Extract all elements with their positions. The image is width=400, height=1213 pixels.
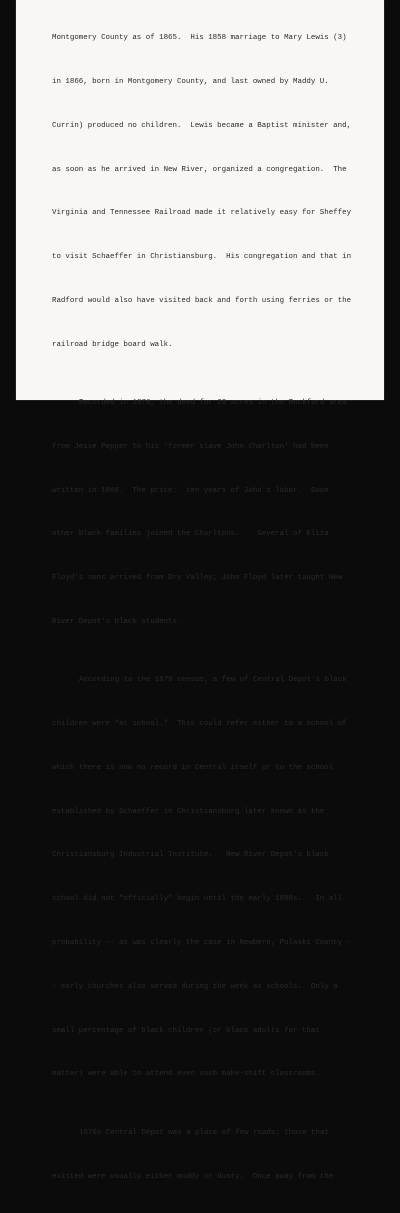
paragraph-first-line: Recorded in 1876, the deed for 20 acres in the Rockford area [79, 399, 347, 408]
text-line: as soon as he arrived in New River, organized a congregation. The [52, 165, 347, 174]
text-line: Floyd's sons arrived from Dry Valley; John Floyd later taught New [52, 574, 343, 583]
text-line: which there is now no record in Central itself or to the school [52, 763, 334, 772]
text-line: in 1866, born in Montgomery County, and last owned by Maddy U. [52, 77, 329, 86]
text-line: to visit Schaeffer in Christiansburg. His congregation and that in [52, 253, 352, 262]
text-line: - early churches also served during the week as schools. Only a [52, 982, 338, 991]
text-line: from Jesse Pepper to his 'former slave John Charlton' had been [52, 442, 329, 451]
document-page [16, 0, 384, 1181]
text-line: school did not "officially" begin until the early 1890s. In all [52, 895, 343, 904]
text-line: Currin) produced no children. Lewis became a Baptist minister and, [52, 121, 352, 130]
text-line: written in 1868. The price: ten years of John's labor. Soon [52, 486, 329, 495]
text-line: Montgomery County as of 1865. His 1858 marriage to Mary Lewis (3) [52, 34, 347, 43]
text-line: River Depot's black students. [52, 617, 182, 626]
text-line: matter) were able to attend even such make-shift classrooms. [52, 1070, 320, 1079]
page-text-block [52, 2, 368, 1213]
paragraph-first-line: According to the 1870 census, a few of Central Depot's black [79, 676, 347, 685]
text-line: Christiansburg Industrial Institute. New River Depot's black [52, 851, 329, 860]
text-line: other black families joined the Charltons. Several of Eliza [52, 530, 329, 539]
text-line: Radford would also have visited back and forth using ferries or the [52, 296, 352, 305]
text-line: small percentage of black children (or black adults for that [52, 1026, 320, 1035]
text-line: probability -- as was clearly the case in Newbern, Pulaski County - [52, 939, 352, 947]
text-line: children were "at school." This could refer either to a school of [52, 720, 347, 729]
paragraph-first-line: 1870s Central Depot was a place of few roads; those that [79, 1128, 329, 1137]
text-line: railroad bridge board walk. [52, 340, 173, 349]
text-line: existed were usually either muddy or dusty. Once away from the [52, 1172, 334, 1181]
text-line: Virginia and Tennessee Railroad made it relatively easy for Sheffey [52, 209, 352, 218]
text-line: established by Schaeffer in Christiansburg later known as the [52, 807, 325, 816]
